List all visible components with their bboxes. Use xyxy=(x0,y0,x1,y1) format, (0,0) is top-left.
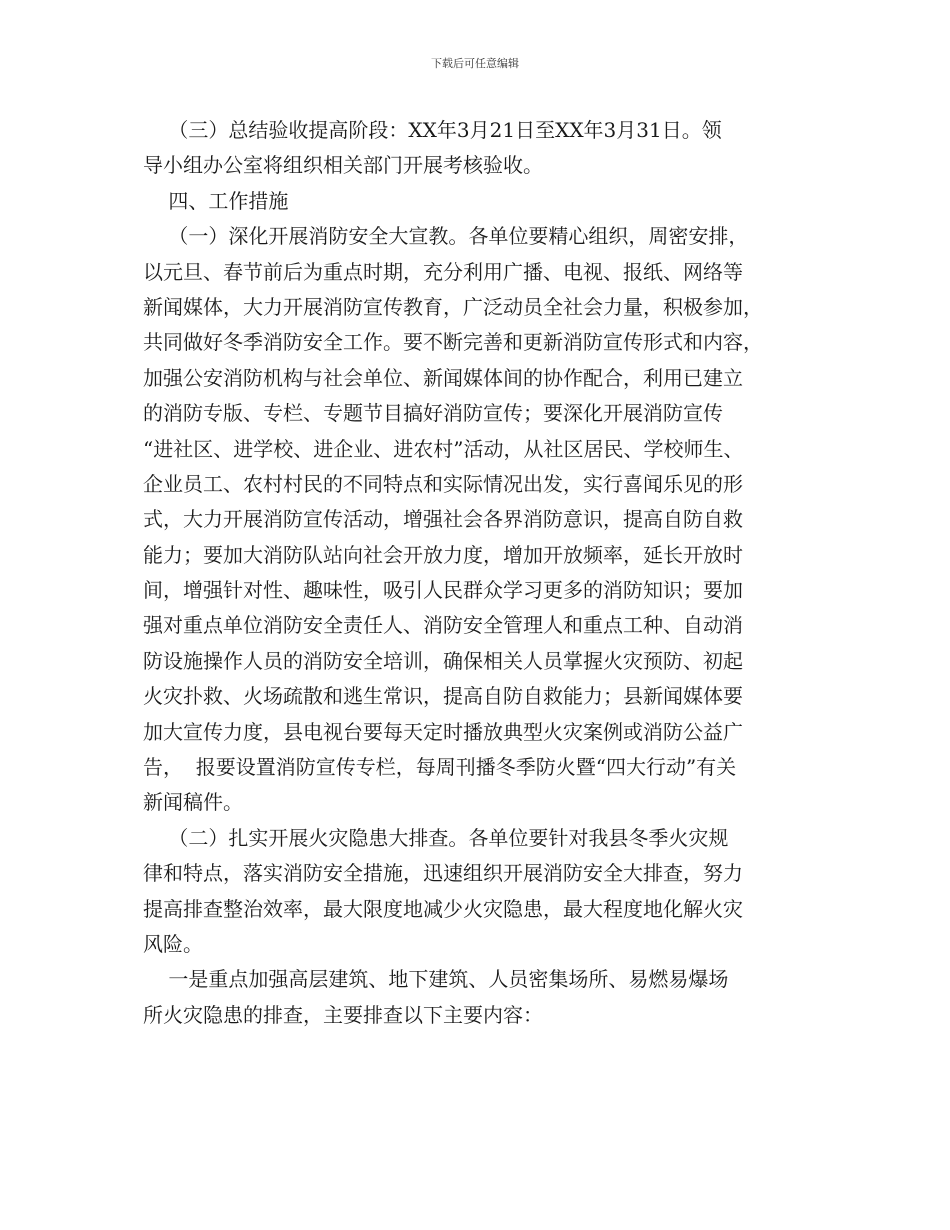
text-line: 以元旦、春节前后为重点时期，充分利用广播、电视、报纸、网络等 xyxy=(143,259,743,284)
text-line: 新闻媒体，大力开展消防宣传教育，广泛动员全社会力量，积极参加， xyxy=(143,294,763,319)
text-line: 所火灾隐患的排查，主要排查以下主要内容： xyxy=(143,1002,543,1027)
text-line: 律和特点，落实消防安全措施，迅速组织开展消防安全大排查，努力 xyxy=(143,861,743,886)
text-line: 一是重点加强高层建筑、地下建筑、人员密集场所、易燃易爆场 xyxy=(143,967,729,992)
text-line: 企业员工、农村村民的不同特点和实际情况出发，实行喜闻乐见的形 xyxy=(143,471,743,496)
text-line: （二）扎实开展火灾隐患大排查。各单位要针对我县冬季火灾规 xyxy=(143,825,729,850)
text-line: （一）深化开展消防安全大宣教。各单位要精心组织，周密安排， xyxy=(143,224,749,249)
text-line: 导小组办公室将组织相关部门开展考核验收。 xyxy=(143,153,543,178)
page-header: 下载后可任意编辑 xyxy=(431,57,519,70)
text-line: 加大宣传力度，县电视台要每天定时播放典型火灾案例或消防公益广 xyxy=(143,719,743,744)
text-line: 的消防专版、专栏、专题节目搞好消防宣传；要深化开展消防宣传 xyxy=(143,401,723,426)
text-line: 火灾扑救、火场疏散和逃生常识，提高自防自救能力；县新闻媒体要 xyxy=(143,684,743,709)
text-line: 间，增强针对性、趣味性，吸引人民群众学习更多的消防知识；要加 xyxy=(143,578,743,603)
text-line: “进社区、进学校、进企业、进农村”活动，从社区居民、学校师生、 xyxy=(143,436,744,461)
text-line: （三）总结验收提高阶段：XX年3月21日至XX年3月31日。领 xyxy=(143,118,722,142)
text-line: 告， 报要设置消防宣传专栏，每周刊播冬季防火暨“四大行动”有关 xyxy=(143,755,737,780)
text-line: 式，大力开展消防宣传活动，增强社会各界消防意识，提高自防自救 xyxy=(143,507,743,532)
text-line: 共同做好冬季消防安全工作。要不断完善和更新消防宣传形式和内容， xyxy=(143,330,763,355)
text-line: 强对重点单位消防安全责任人、消防安全管理人和重点工种、自动消 xyxy=(143,613,743,638)
text-line: 能力；要加大消防队站向社会开放力度，增加开放频率，延长开放时 xyxy=(143,542,743,567)
text-line: 风险。 xyxy=(143,931,203,956)
text-line: 加强公安消防机构与社会单位、新闻媒体间的协作配合，利用已建立 xyxy=(143,365,743,390)
text-line: 新闻稿件。 xyxy=(143,790,243,815)
section-heading: 四、工作措施 xyxy=(143,188,289,213)
text-line: 提高排查整治效率，最大限度地减少火灾隐患，最大程度地化解火灾 xyxy=(143,896,743,921)
document-body xyxy=(143,113,807,1033)
text-line: 防设施操作人员的消防安全培训，确保相关人员掌握火灾预防、初起 xyxy=(143,648,743,673)
